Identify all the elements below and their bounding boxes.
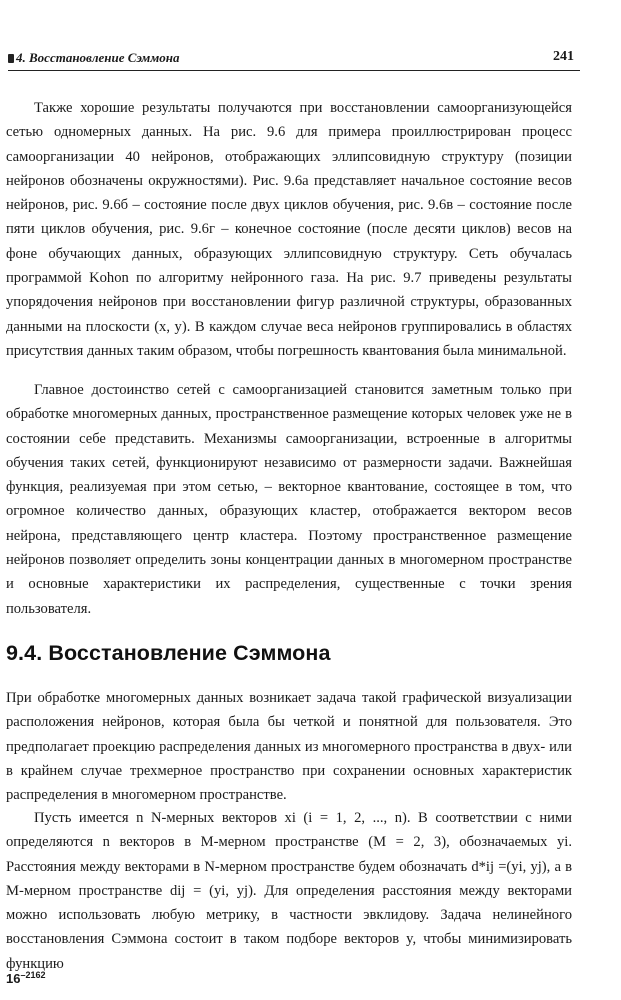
paragraph-1 [6, 96, 572, 363]
signature-number: 16 [6, 971, 21, 986]
paragraph-text: Также хорошие результаты получаются при восстановлении самоорганизующейся сетью одномерных данных. На рис. 9.6 для примера проиллюстрирован процесс самоорганизации 40 нейронов, отображающих эллипсовидную структуру (позиции нейронов обозначены окружностями). Рис. 9.6а представляет начальное состояние весов нейронов, рис. 9.6б – состояние после двух циклов обучения, рис. 9.6в – состояние после пяти циклов обучения, рис. 9.6г – конечное состояние (после десяти циклов) весов на фоне обучающих данных, образующих эллипсовидную структуру. Сеть обучалась программой Kohon по алгоритму нейронного газа. На рис. 9.7 приведены результаты упорядочения нейронов при восстановлении фигур различной структуры, образованных данными на плоскости (x, y). В каждом случае веса нейронов группировались в областях присутствия данных таким образом, чтобы погрешность квантования была минимальной. [6, 100, 572, 359]
paragraph-text: Главное достоинство сетей с самоорганизацией становится заметным только при обработке многомерных данных, пространственное размещение которых человек уже не в состоянии себе представить. Механизмы самоорганизации, встроенные в алгоритмы обучения таких сетей, функционируют независимо от размерности задачи. Важнейшая функция, реализуемая при этом сетью, – векторное квантование, состоящее в том, что огромное количество данных, образующих кластер, отображается вектором весов нейрона, представляющего центр кластера. Поэтому пространственное размещение нейронов позволяет определить зоны концентрации данных в многомерном пространстве и основные характеристики их распределения, существенные с точки зрения пользователя. [6, 382, 572, 617]
page-number: 241 [553, 49, 574, 64]
signature-mark [6, 970, 46, 986]
section-heading: 9.4. Восстановление Сэммона [6, 641, 331, 665]
signature-superscript: –2162 [20, 970, 46, 980]
section-paragraph-2 [6, 806, 572, 976]
paragraph-text: При обработке многомерных данных возникает задача такой графической визуализации расположения нейронов, которая была бы четкой и понятной для пользователя. Это предполагает проекцию распределения данных из многомерного пространства в двух- или в крайнем случае трехмерное пространство при сохранении основных характеристик распределения в многомерном пространстве. [6, 690, 572, 804]
paragraph-2 [6, 378, 572, 621]
running-head-title [8, 50, 179, 66]
section-paragraph-1 [6, 686, 572, 807]
running-head [8, 48, 580, 71]
section-marker-icon [8, 54, 14, 63]
running-head-label: 4. Восстановление Сэммона [16, 50, 180, 65]
paragraph-text: Пусть имеется n N-мерных векторов xi (i = 1, 2, ..., n). В соответствии с ними определяются n векторов в M-мерном пространстве (M = 2, 3), обозначаемых yi. Расстояния между векторами в N-мерном пространстве будем обозначать d*ij =(yi, yj), а в M-мерном пространстве dij = (yi, yj). Для определения расстояния между векторами можно использовать любую метрику, в частности эвклидову. Задача нелинейного восстановления Сэммона состоит в таком подборе векторов y, чтобы минимизировать функцию [6, 810, 572, 972]
